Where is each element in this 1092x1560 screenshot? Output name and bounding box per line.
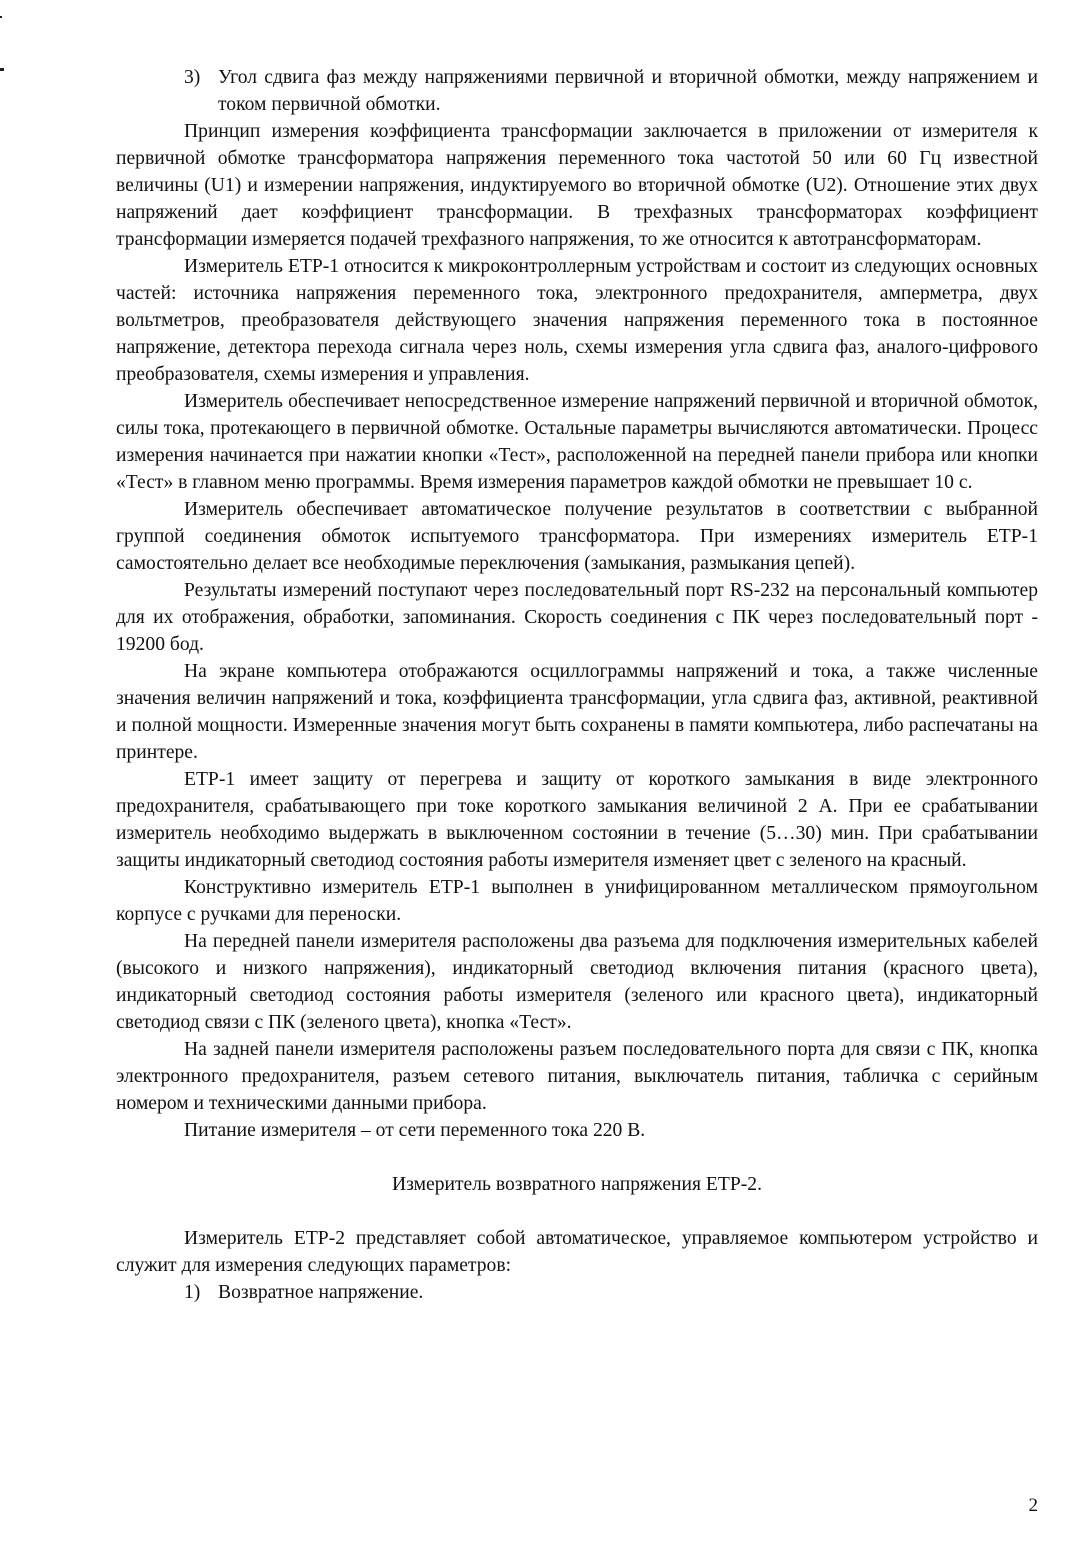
section-heading: Измеритель возвратного напряжения ЕТР-2. (392, 1174, 762, 1195)
page-number: 2 (1028, 1495, 1038, 1516)
paragraph: Результаты измерений поступают через последовательный порт RS-232 на персональный компьютер для их отображения, обработки, запоминания. Скорость соединения с ПК через последовательный порт - 19200 бод. (116, 580, 1038, 655)
paragraph: Питание измерителя – от сети переменного тока 220 В. (184, 1120, 646, 1141)
paragraph: ЕТР-1 имеет защиту от перегрева и защиту от короткого замыкания в виде электронного предохранителя, срабатывающего при токе короткого замыкания величиной 2 А. При ее срабатывании измеритель необходимо выдержать в выключенном состоянии в течение (5…30) мин. При срабатывании защиты индикаторный светодиод состояния работы измерителя изменяет цвет с зеленого на красный. (116, 769, 1038, 871)
scan-speck (0, 68, 4, 71)
paragraph: Конструктивно измеритель ЕТР-1 выполнен в унифицированном металлическом прямоугольном корпусе с ручками для переноски. (116, 877, 1038, 925)
paragraph: Измеритель ЕТР-2 представляет собой автоматическое, управляемое компьютером устройство и служит для измерения следующих параметров: (116, 1228, 1038, 1276)
paragraph: Принцип измерения коэффициента трансформации заключается в приложении от измерителя к первичной обмотке трансформатора напряжения переменного тока частотой 50 или 60 Гц известной величины (U1) и измерении напряжения, индуктируемого во вторичной обмотке (U2). Отношение этих двух напряжений дает коэффициент трансформации. В трехфазных трансформаторах коэффициент трансформации измеряется подачей трехфазного напряжения, то же относится к автотрансформаторам. (116, 121, 1038, 250)
paragraph: Измеритель обеспечивает непосредственное измерение напряжений первичной и вторичной обмоток, силы тока, протекающего в первичной обмотке. Остальные параметры вычисляются автоматически. Процесс измерения начинается при нажатии кнопки «Тест», расположенной на передней панели прибора или кнопки «Тест» в главном меню программы. Время измерения параметров каждой обмотки не превышает 10 с. (116, 391, 1038, 493)
list-item-text: Возвратное напряжение. (218, 1282, 424, 1303)
paragraph: Измеритель ЕТР-1 относится к микроконтроллерным устройствам и состоит из следующих основных частей: источника напряжения переменного тока, электронного предохранителя, амперметра, двух вольтметров, преобразователя действующего значения напряжения переменного тока в постоянное напряжение, детектора перехода сигнала через ноль, схемы измерения угла сдвига фаз, аналого-цифрового преобразователя, схемы измерения и управления. (116, 256, 1038, 385)
scan-speck (0, 16, 2, 18)
list-item (116, 64, 1038, 118)
document-page (116, 64, 1038, 1306)
paragraph: На экране компьютера отображаются осциллограммы напряжений и тока, а также численные значения величин напряжений и тока, коэффициента трансформации, угла сдвига фаз, активной, реактивной и полной мощности. Измеренные значения могут быть сохранены в памяти компьютера, либо распечатаны на принтере. (116, 661, 1038, 763)
list-item-number: 1) (184, 1282, 201, 1303)
paragraph: На передней панели измерителя расположены два разъема для подключения измерительных кабелей (высокого и низкого напряжения), индикаторный светодиод включения питания (красного цвета), индикаторный светодиод состояния работы измерителя (зеленого или красного цвета), индикаторный светодиод связи с ПК (зеленого цвета), кнопка «Тест». (116, 931, 1038, 1033)
paragraph: Измеритель обеспечивает автоматическое получение результатов в соответствии с выбранной группой соединения обмоток испытуемого трансформатора. При измерениях измеритель ЕТР-1 самостоятельно делает все необходимые переключения (замыкания, размыкания цепей). (116, 499, 1038, 574)
paragraph: На задней панели измерителя расположены разъем последовательного порта для связи с ПК, кнопка электронного предохранителя, разъем сетевого питания, выключатель питания, табличка с серийным номером и техническими данными прибора. (116, 1039, 1038, 1114)
list-item-text: Угол сдвига фаз между напряжениями первичной и вторичной обмотки, между напряжением и током первичной обмотки. (218, 67, 1038, 115)
list-item (116, 1279, 1038, 1306)
list-item-number: 3) (184, 67, 201, 88)
